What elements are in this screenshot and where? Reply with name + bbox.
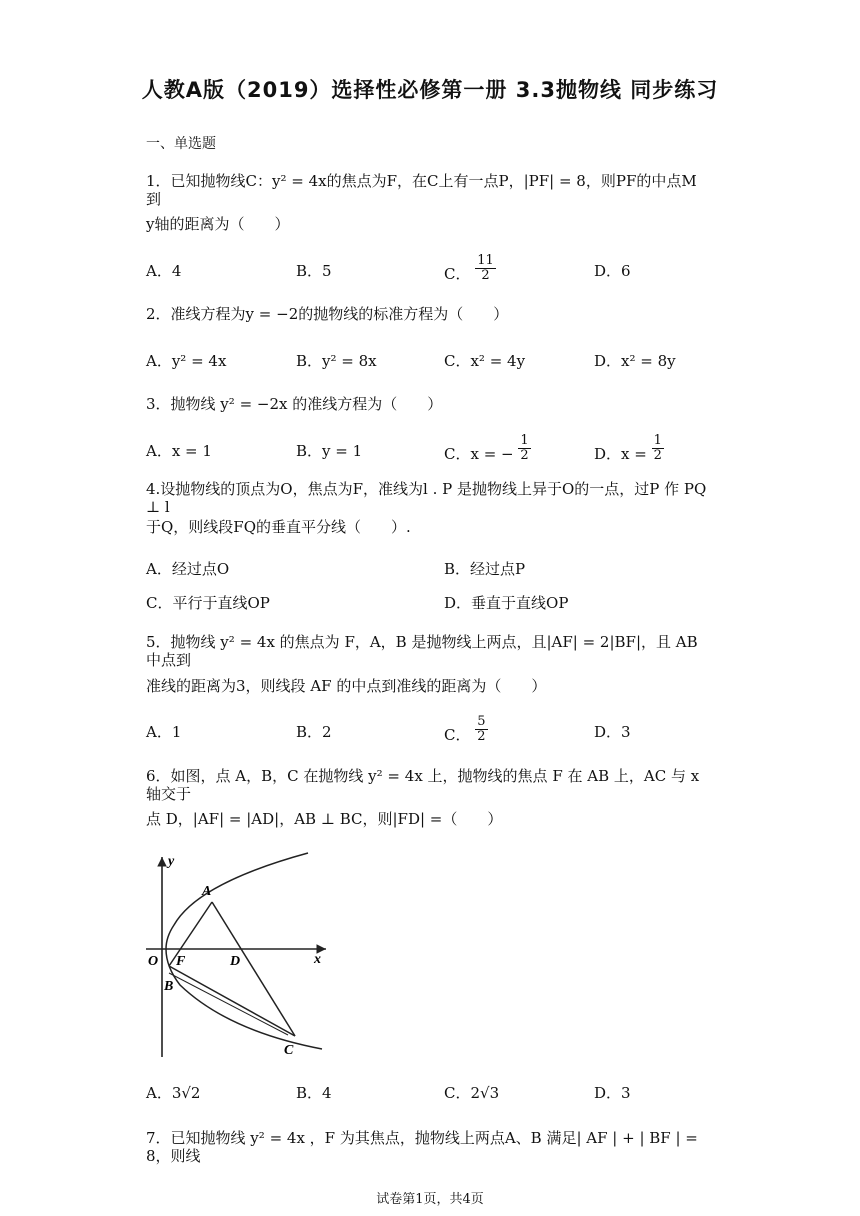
- question-5-options: [146, 715, 716, 743]
- q5-option-d: D．3: [594, 723, 631, 741]
- q1-option-c: C． $\frac{11}{2}$: [444, 253, 494, 283]
- q4-option-b: B．经过点P: [444, 560, 526, 578]
- label-a: A: [202, 884, 212, 899]
- q4-option-d: D．垂直于直线OP: [444, 594, 569, 612]
- q4-option-a: A．经过点O: [146, 560, 230, 578]
- label-d: D: [230, 954, 241, 969]
- q3-option-c: C．x = − $\frac{1}{2}$: [444, 433, 529, 463]
- q2-option-d: D．x² = 8y: [594, 352, 676, 370]
- segment-bc: [169, 966, 295, 1036]
- question-5-line-2: 准线的距离为3，则线段 AF 的中点到准线的距离为（ ）: [146, 677, 547, 695]
- label-c: C: [284, 1043, 294, 1058]
- question-3-options: [146, 434, 716, 462]
- question-6-line-2: 点 D，|AF| = |AD|，AB ⊥ BC，则|FD| =（ ）: [146, 810, 503, 828]
- question-5-line-1: 5．抛物线 y² = 4x 的焦点为 F，A，B 是抛物线上两点，且|AF| = 2|BF|，且 AB 中点到: [146, 633, 698, 669]
- question-4-options-row-1: [146, 558, 716, 586]
- question-2: 2．准线方程为y = −2的抛物线的标准方程为（ ）: [146, 305, 509, 323]
- section-heading: 一、单选题: [146, 136, 216, 152]
- q6-option-a: A．3√2: [146, 1084, 201, 1102]
- page-footer: 试卷第1页，共4页: [376, 1192, 484, 1207]
- question-1-line-1: 1．已知抛物线C：y² = 4x的焦点为F，在C上有一点P，|PF| = 8，则PF的中点M 到: [146, 172, 697, 208]
- question-4-options-row-2: [146, 592, 716, 620]
- question-6-options: [146, 1082, 716, 1110]
- q4-option-c: C．平行于直线OP: [146, 594, 270, 612]
- q6-option-c: C．2√3: [444, 1084, 500, 1102]
- label-b: B: [164, 979, 174, 994]
- label-y: y: [168, 854, 175, 869]
- question-1-options: [146, 254, 716, 282]
- q6-option-b: B．4: [296, 1084, 332, 1102]
- question-2-options: [146, 350, 716, 378]
- question-3: 3．抛物线 y² = −2x 的准线方程为（ ）: [146, 395, 443, 413]
- label-x: x: [314, 952, 321, 967]
- q3-option-a: A．x = 1: [146, 442, 212, 460]
- q2-option-c: C．x² = 4y: [444, 352, 526, 370]
- q2-option-b: B．y² = 8x: [296, 352, 377, 370]
- q1-option-a: A．4: [146, 262, 182, 280]
- label-f: F: [176, 954, 186, 969]
- segment-bc-inner: [169, 973, 288, 1035]
- q5-option-c: C． $\frac{5}{2}$: [444, 714, 486, 744]
- q3-option-d: D．x = $\frac{1}{2}$: [594, 433, 662, 463]
- question-6-line-1: 6．如图，点 A，B，C 在抛物线 y² = 4x 上，抛物线的焦点 F 在 AB 上，AC 与 x 轴交于: [146, 767, 700, 803]
- q5-option-b: B．2: [296, 723, 332, 741]
- question-7-line-1: 7．已知抛物线 y² = 4x ，F 为其焦点，抛物线上两点A、B 满足| AF | + | BF | = 8，则线: [146, 1129, 698, 1165]
- q3-option-b: B．y = 1: [296, 442, 363, 460]
- parabola-curve: [166, 853, 322, 1049]
- question-4-line-1: 4.设抛物线的顶点为O，焦点为F，准线为l . P 是抛物线上异于O的一点，过P 作 PQ ⊥ l: [146, 480, 707, 516]
- label-o: O: [148, 954, 159, 969]
- q5-option-a: A．1: [146, 723, 182, 741]
- page-title: 人教A版（2019）选择性必修第一册 3.3抛物线 同步练习: [141, 78, 719, 102]
- question-4-line-2: 于Q，则线段FQ的垂直平分线（ ）.: [146, 518, 411, 536]
- q2-option-a: A．y² = 4x: [146, 352, 227, 370]
- q1-option-b: B．5: [296, 262, 332, 280]
- q6-option-d: D．3: [594, 1084, 631, 1102]
- q1-option-d: D．6: [594, 262, 631, 280]
- question-1-line-2: y轴的距离为（ ）: [146, 215, 290, 233]
- parabola-figure: [138, 845, 338, 1065]
